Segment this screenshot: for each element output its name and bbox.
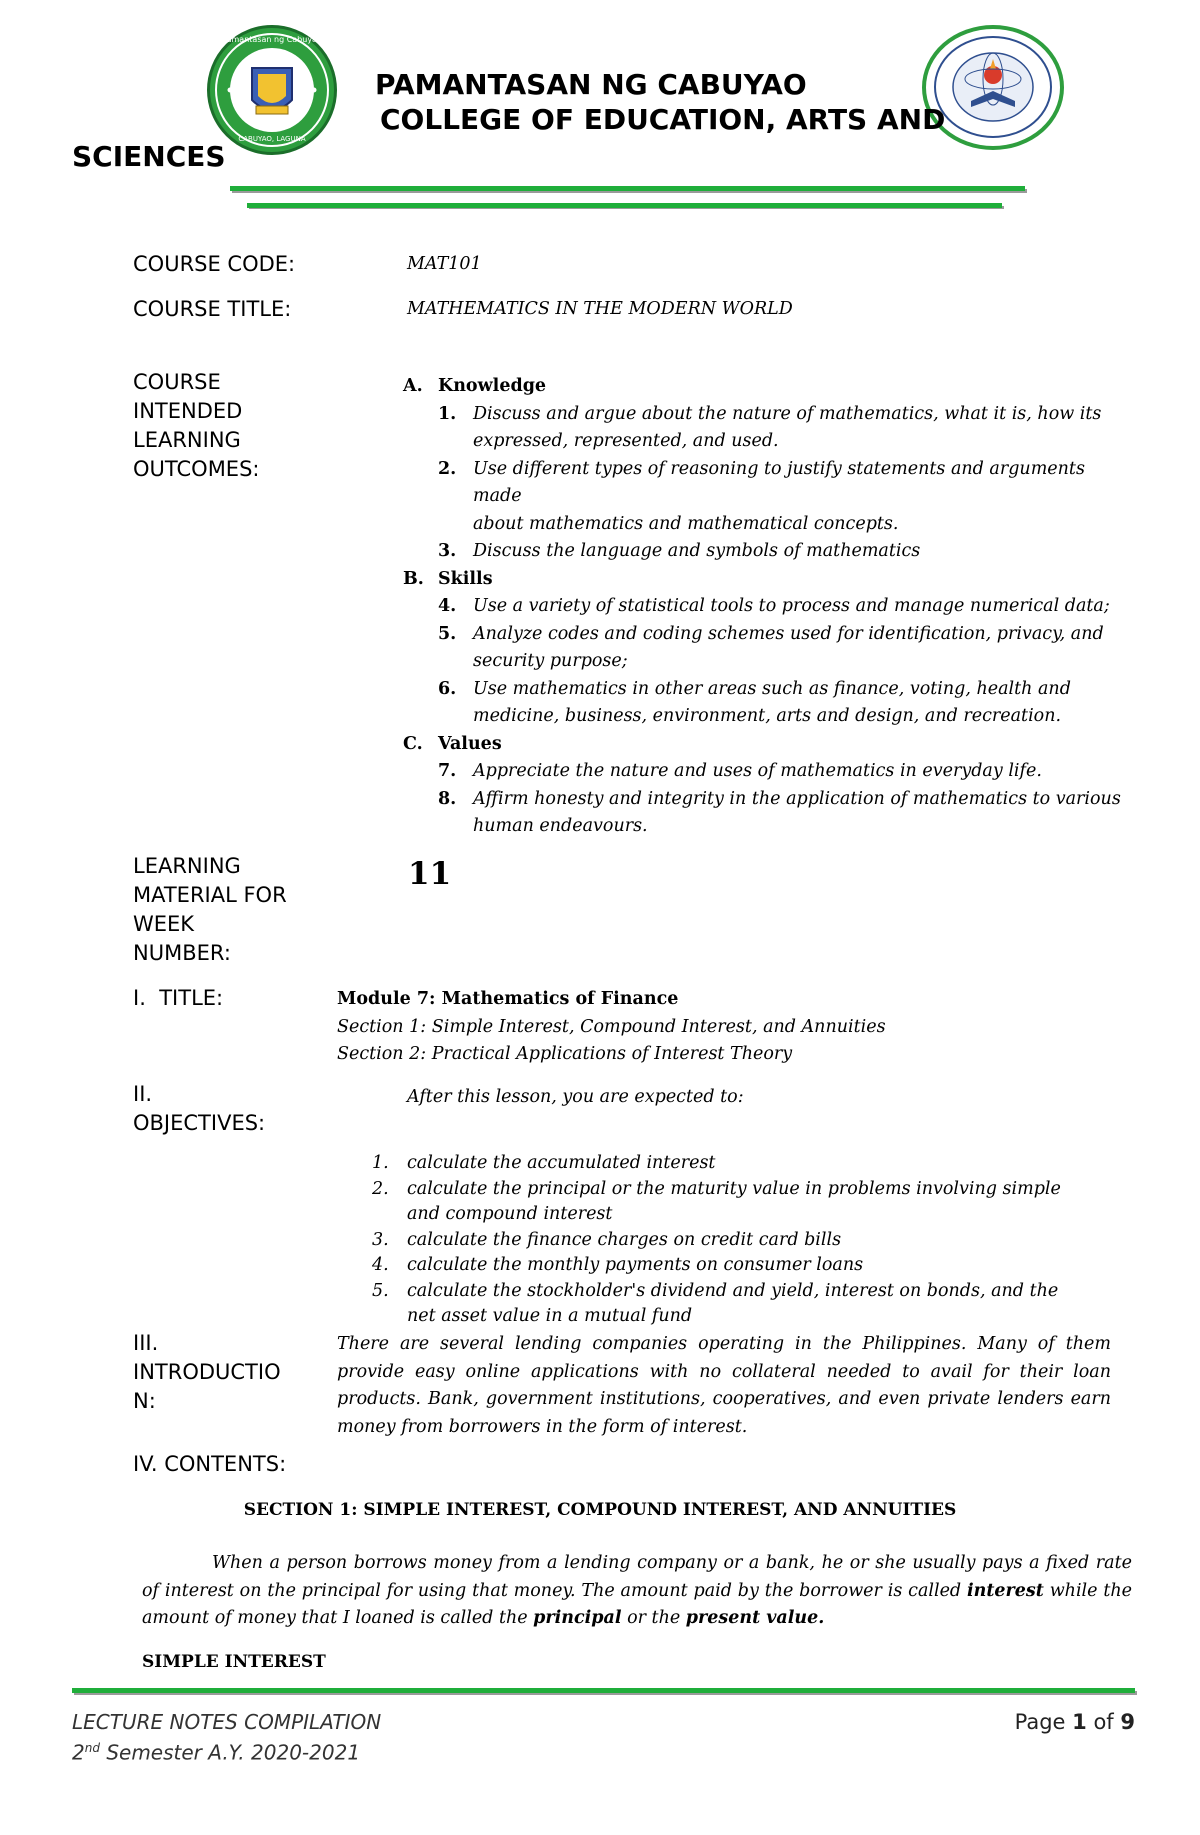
objective-text-line: calculate the finance charges on credit card bills <box>407 1229 842 1250</box>
outcome-text-line: Analyze codes and coding schemes used for identification, privacy, and <box>473 623 1104 644</box>
simple-interest-heading: SIMPLE INTEREST <box>142 1652 326 1672</box>
week-label <box>133 852 287 968</box>
objectives-list <box>372 1151 1072 1330</box>
outcome-item <box>438 758 1123 786</box>
outcome-text-line: expressed, represented, and used. <box>473 431 779 451</box>
introduction-line: money from borrowers in the form of interest. <box>337 1416 748 1437</box>
objectives-label-line: OBJECTIVES: <box>133 1111 266 1135</box>
objective-text-line: net asset value in a mutual fund <box>407 1306 693 1326</box>
module-title: Module 7: Mathematics of Finance <box>337 989 679 1009</box>
course-title-label: COURSE TITLE: <box>133 297 292 321</box>
outcome-text-line: medicine, business, environment, arts and design, and recreation. <box>473 706 1062 726</box>
footer-semester-ordinal: nd <box>84 1741 100 1755</box>
outcome-number: 3. <box>438 541 457 561</box>
outcome-item <box>438 786 1123 841</box>
outcomes-label-line: COURSE <box>133 370 221 394</box>
outcome-group-values <box>403 731 1123 759</box>
outcomes-label-line: OUTCOMES: <box>133 457 260 481</box>
paragraph-text: of interest on the principal for using that money. The amount paid by the borrower is called <box>142 1580 967 1601</box>
learning-outcomes-list <box>403 373 1123 841</box>
objective-text-line: calculate the stockholder's dividend and yield, interest on bonds, and the <box>407 1280 1059 1301</box>
paragraph-line <box>142 1578 1132 1606</box>
term-interest: interest <box>966 1580 1044 1601</box>
section-1-title: Section 1: Simple Interest, Compound Interest, and Annuities <box>337 1016 886 1037</box>
paragraph-text: When a person borrows money from a lending company or a bank, he or she usually pays a fixed rate <box>212 1553 1132 1573</box>
week-label-line: WEEK <box>133 912 195 936</box>
course-title-value: MATHEMATICS IN THE MODERN WORLD <box>407 299 793 319</box>
outcome-number: 2. <box>438 458 457 479</box>
outcome-group-letter: C. <box>403 733 423 754</box>
outcome-group-knowledge <box>403 373 1123 401</box>
outcome-text-line: Affirm honesty and integrity in the application of mathematics to various <box>473 788 1121 809</box>
header-rule-top <box>230 186 1025 191</box>
section-heading: SECTION 1: SIMPLE INTEREST, COMPOUND INTEREST, AND ANNUITIES <box>243 1500 957 1520</box>
university-logo-text-top: Pamantasan ng Cabuyao <box>222 35 322 44</box>
objective-text-line: calculate the monthly payments on consumer loans <box>407 1255 864 1275</box>
outcome-item <box>438 538 1123 566</box>
outcome-number: 5. <box>438 623 457 644</box>
objective-number: 5. <box>372 1280 389 1301</box>
outcome-number: 4. <box>438 596 457 616</box>
introduction-label-line: III. <box>133 1331 159 1355</box>
outcome-number: 1. <box>438 403 457 424</box>
introduction-label <box>133 1329 281 1416</box>
of-word: of <box>1086 1710 1121 1734</box>
objective-number: 4. <box>372 1255 389 1275</box>
outcome-item <box>438 593 1123 621</box>
college-name: COLLEGE OF EDUCATION, ARTS AND <box>380 103 946 136</box>
week-number: 11 <box>408 856 452 892</box>
outcomes-label-line: LEARNING <box>133 428 241 452</box>
outcome-item <box>438 456 1123 539</box>
footer-semester <box>72 1735 381 1766</box>
objective-number: 2. <box>372 1178 389 1199</box>
introduction-label-line: N: <box>133 1389 156 1413</box>
introduction-label-line: INTRODUCTIO <box>133 1360 281 1384</box>
week-label-line: LEARNING <box>133 854 241 878</box>
introduction-line: There are several lending companies operating in the Philippines. Many of them <box>337 1334 1111 1354</box>
total-pages: 9 <box>1120 1710 1135 1734</box>
objective-item <box>372 1253 1072 1279</box>
paragraph-line <box>142 1605 1132 1633</box>
course-code-value: MAT101 <box>407 254 482 274</box>
outcome-item <box>438 621 1123 676</box>
outcomes-label-line: INTENDED <box>133 399 243 423</box>
objectives-label <box>133 1080 265 1138</box>
objectives-intro: After this lesson, you are expected to: <box>407 1087 744 1107</box>
university-logo-emblem <box>210 28 334 152</box>
contents-paragraph <box>142 1550 1132 1633</box>
objective-text-line: calculate the principal or the maturity value in problems involving simple <box>407 1178 1061 1199</box>
outcome-text-line: Use mathematics in other areas such as finance, voting, health and <box>473 678 1071 699</box>
outcome-text-line: about mathematics and mathematical concepts. <box>473 513 899 534</box>
paragraph-text: while the <box>1043 1580 1132 1601</box>
outcome-text-line: human endeavours. <box>473 816 648 836</box>
outcome-group-skills <box>403 566 1123 594</box>
outcome-text-line: Discuss and argue about the nature of mathematics, what it is, how its <box>473 403 1102 424</box>
course-code-label: COURSE CODE: <box>133 252 296 276</box>
objective-item <box>372 1177 1072 1228</box>
title-label: I. TITLE: <box>133 986 224 1010</box>
outcome-group-letter: A. <box>403 376 423 396</box>
paragraph-line <box>142 1550 1132 1578</box>
college-name-continued: SCIENCES <box>72 140 226 173</box>
week-label-line: MATERIAL FOR <box>133 883 287 907</box>
outcomes-label <box>133 368 259 484</box>
outcome-text-line: Discuss the language and symbols of mathematics <box>473 541 921 561</box>
outcome-text-line: Appreciate the nature and uses of mathematics in everyday life. <box>473 761 1042 781</box>
university-logo <box>207 25 337 155</box>
outcome-group-name: Knowledge <box>438 376 547 396</box>
outcome-text-line: Use different types of reasoning to justify statements and arguments made <box>473 458 1085 506</box>
footer-semester-number: 2 <box>72 1740 85 1765</box>
university-name: PAMANTASAN NG CABUYAO <box>375 68 807 101</box>
objective-text-line: calculate the accumulated interest <box>407 1153 716 1173</box>
contents-label: IV. CONTENTS: <box>133 1452 287 1476</box>
college-seal-emblem <box>926 29 1060 146</box>
term-present-value: present value. <box>685 1608 825 1628</box>
objective-item <box>372 1279 1072 1330</box>
page-number <box>1015 1709 1135 1735</box>
footer-rule <box>72 1688 1135 1693</box>
outcome-number: 7. <box>438 761 457 781</box>
university-logo-text-bottom: CABUYAO, LAGUNA <box>238 135 306 143</box>
outcome-number: 6. <box>438 678 457 699</box>
paragraph-text: or the <box>621 1608 686 1628</box>
footer-left <box>72 1709 381 1766</box>
footer-compilation: LECTURE NOTES COMPILATION <box>72 1710 382 1734</box>
objective-number: 1. <box>372 1153 389 1173</box>
week-label-line: NUMBER: <box>133 941 231 965</box>
introduction-line: products. Bank, government institutions, cooperatives, and even private lenders earn <box>337 1389 1111 1409</box>
outcome-group-letter: B. <box>403 568 424 589</box>
objective-item <box>372 1228 1072 1254</box>
current-page: 1 <box>1072 1710 1087 1734</box>
outcome-group-name: Values <box>438 733 502 754</box>
outcome-text-line: security purpose; <box>473 651 628 671</box>
page-word: Page <box>1014 1710 1073 1734</box>
outcome-number: 8. <box>438 788 457 809</box>
objective-item <box>372 1151 1072 1177</box>
objective-text-line: and compound interest <box>407 1204 613 1224</box>
introduction-line: provide easy online applications with no collateral needed to avail for their loan <box>337 1361 1111 1382</box>
title-content <box>337 986 886 1069</box>
introduction-text <box>337 1331 1111 1441</box>
outcome-item <box>438 401 1123 456</box>
term-principal: principal <box>533 1608 622 1628</box>
outcome-text-line: Use a variety of statistical tools to process and manage numerical data; <box>473 596 1110 616</box>
section-2-title: Section 2: Practical Applications of Interest Theory <box>337 1044 793 1064</box>
footer-semester-text: Semester A.Y. 2020-2021 <box>99 1740 361 1765</box>
paragraph-text: amount of money that I loaned is called the <box>142 1608 534 1628</box>
objectives-label-line: II. <box>133 1082 153 1106</box>
header-rule-bottom <box>247 203 1002 208</box>
outcome-item <box>438 676 1123 731</box>
outcome-group-name: Skills <box>438 568 493 589</box>
objective-number: 3. <box>372 1229 389 1250</box>
